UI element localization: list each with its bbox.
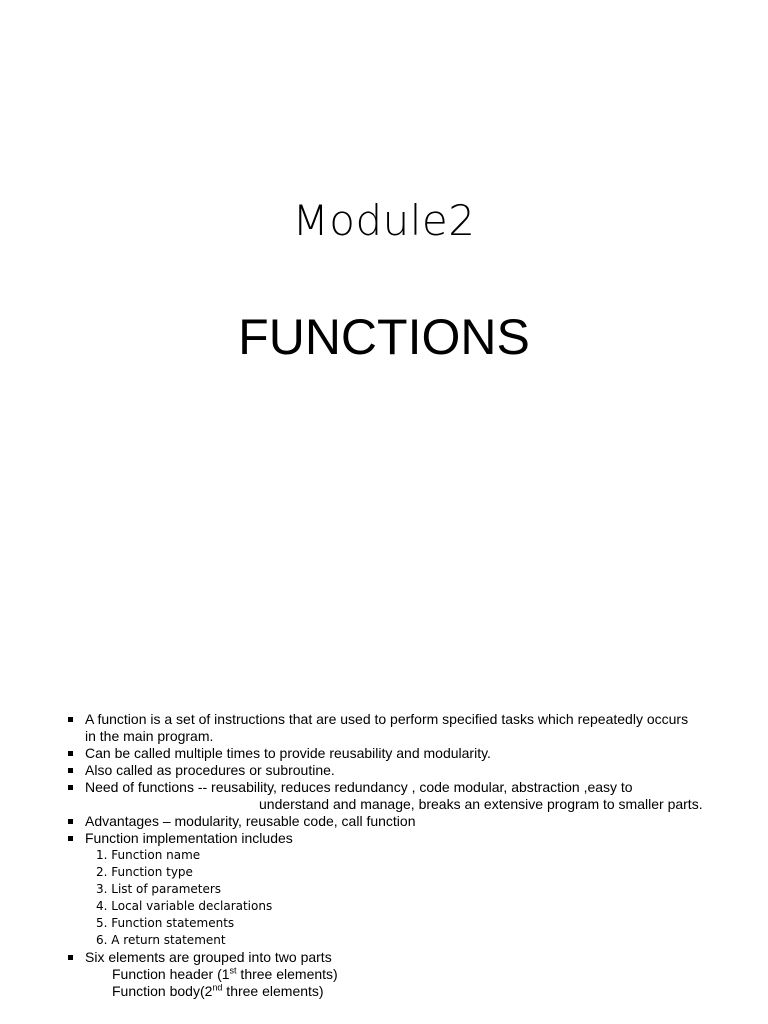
notes-list	[66, 711, 726, 1000]
numbered-item: 4. Local variable declarations	[96, 899, 273, 913]
numbered-list	[66, 847, 726, 949]
function-header-text: Function header (1	[112, 966, 230, 982]
slide-title: Module2	[292, 196, 476, 245]
slide-subtitle: FUNCTIONS	[238, 309, 530, 365]
list-item	[66, 711, 726, 745]
numbered-item: 2. Function type	[96, 865, 193, 879]
list-item: Also called as procedures or subroutine.	[66, 762, 726, 779]
list-item-text: Need of functions -- reusability, reduces redundancy , code modular, abstraction ,easy to	[85, 779, 633, 795]
list-item-text: in the main program.	[85, 728, 214, 744]
list-item: Can be called multiple times to provide reusability and modularity.	[66, 745, 726, 762]
list-item: Function implementation includes	[66, 830, 726, 847]
list-item: Six elements are grouped into two parts	[66, 949, 726, 966]
function-body-line	[66, 983, 726, 1000]
numbered-item: 1. Function name	[96, 848, 201, 862]
function-body-text: Function body(2	[112, 983, 213, 999]
ordinal-suffix: st	[229, 965, 237, 976]
function-body-text-end: three elements)	[222, 983, 324, 999]
numbered-item: 3. List of parameters	[96, 882, 222, 896]
list-item	[66, 779, 726, 813]
numbered-item: 5. Function statements	[96, 916, 235, 930]
function-header-text-end: three elements)	[236, 966, 338, 982]
numbered-item: 6. A return statement	[96, 933, 226, 947]
ordinal-suffix: nd	[212, 982, 223, 993]
list-item-text: understand and manage, breaks an extensive program to smaller parts.	[259, 796, 703, 812]
function-header-line	[66, 966, 726, 983]
list-item-text: A function is a set of instructions that are used to perform specified tasks which repeatedly occurs	[85, 711, 689, 727]
list-item: Advantages – modularity, reusable code, call function	[66, 813, 726, 830]
